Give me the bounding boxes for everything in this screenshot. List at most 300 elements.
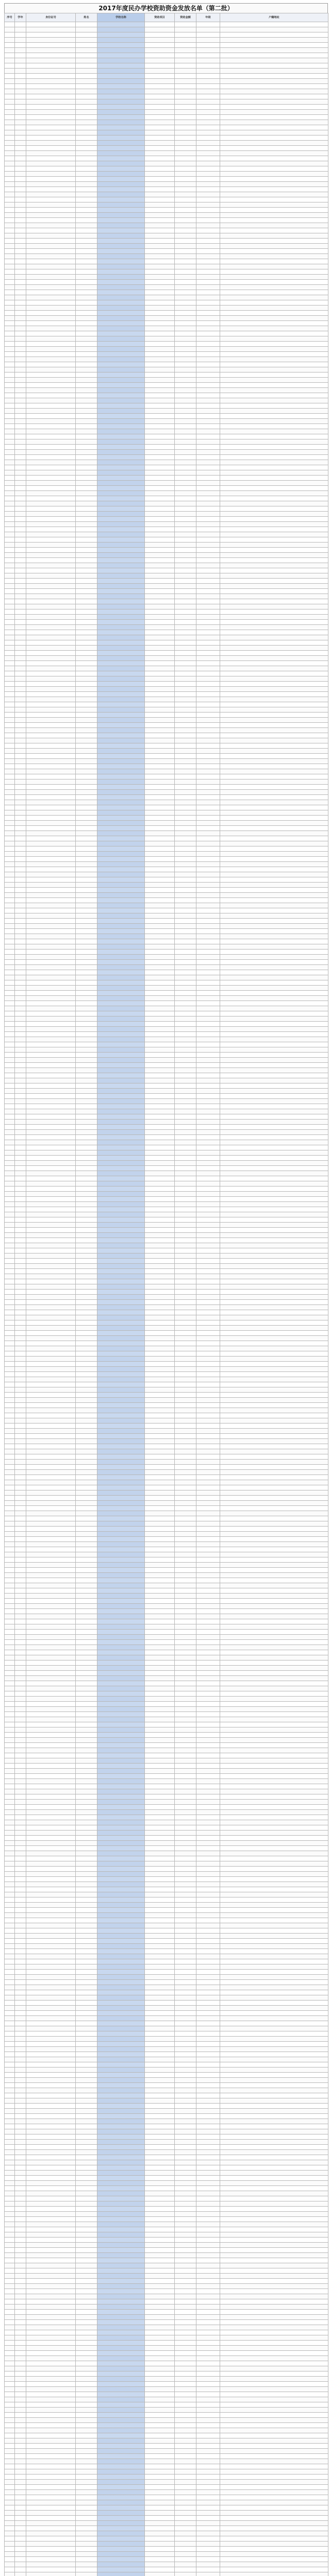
table-row bbox=[5, 496, 328, 501]
cell-grade bbox=[196, 285, 220, 290]
cell-amount bbox=[175, 1547, 196, 1552]
table-row bbox=[5, 1130, 328, 1135]
cell-year bbox=[15, 805, 26, 810]
cell-address bbox=[220, 1995, 328, 2001]
cell-year bbox=[15, 419, 26, 424]
cell-id-number bbox=[26, 2067, 76, 2073]
cell-school bbox=[97, 883, 145, 888]
cell-seq bbox=[5, 666, 15, 671]
cell-year bbox=[15, 888, 26, 893]
cell-seq bbox=[5, 2408, 15, 2413]
cell-grade bbox=[196, 1284, 220, 1290]
cell-grade bbox=[196, 630, 220, 635]
table-row bbox=[5, 218, 328, 223]
cell-address bbox=[220, 1604, 328, 1609]
cell-id-number bbox=[26, 2109, 76, 2114]
cell-seq bbox=[5, 1897, 15, 1903]
cell-grade bbox=[196, 1753, 220, 1758]
cell-grade bbox=[196, 1140, 220, 1145]
cell-amount bbox=[175, 630, 196, 635]
cell-program bbox=[145, 1640, 175, 1645]
table-row bbox=[5, 84, 328, 89]
cell-grade bbox=[196, 450, 220, 455]
cell-seq bbox=[5, 527, 15, 532]
table-row bbox=[5, 213, 328, 218]
cell-id-number bbox=[26, 805, 76, 810]
cell-amount bbox=[175, 1609, 196, 1614]
cell-address bbox=[220, 1269, 328, 1274]
cell-program bbox=[145, 1738, 175, 1743]
table-row bbox=[5, 347, 328, 352]
cell-seq bbox=[5, 1552, 15, 1557]
cell-school bbox=[97, 69, 145, 74]
cell-seq bbox=[5, 651, 15, 656]
cell-grade bbox=[196, 2346, 220, 2351]
cell-address bbox=[220, 2428, 328, 2433]
cell-amount bbox=[175, 2238, 196, 2243]
cell-grade bbox=[196, 2140, 220, 2145]
cell-year bbox=[15, 357, 26, 362]
cell-address bbox=[220, 1011, 328, 1016]
cell-program bbox=[145, 1496, 175, 1501]
cell-id-number bbox=[26, 955, 76, 960]
cell-amount bbox=[175, 228, 196, 233]
table-row bbox=[5, 1001, 328, 1006]
cell-school bbox=[97, 336, 145, 342]
cell-grade bbox=[196, 1578, 220, 1583]
cell-year bbox=[15, 898, 26, 903]
cell-year bbox=[15, 1944, 26, 1949]
cell-seq bbox=[5, 208, 15, 213]
cell-id-number bbox=[26, 58, 76, 63]
cell-name bbox=[76, 2047, 97, 2052]
cell-amount bbox=[175, 970, 196, 975]
cell-grade bbox=[196, 522, 220, 527]
cell-school bbox=[97, 2114, 145, 2119]
cell-school bbox=[97, 1506, 145, 1511]
cell-name bbox=[76, 841, 97, 846]
cell-address bbox=[220, 707, 328, 713]
cell-id-number bbox=[26, 455, 76, 460]
cell-year bbox=[15, 1444, 26, 1449]
cell-year bbox=[15, 1016, 26, 1022]
cell-school bbox=[97, 1351, 145, 1357]
cell-program bbox=[145, 280, 175, 285]
cell-school bbox=[97, 800, 145, 805]
cell-amount bbox=[175, 852, 196, 857]
cell-program bbox=[145, 1836, 175, 1841]
cell-address bbox=[220, 1769, 328, 1774]
cell-amount bbox=[175, 1872, 196, 1877]
table-row bbox=[5, 1892, 328, 1897]
cell-amount bbox=[175, 259, 196, 264]
cell-school bbox=[97, 986, 145, 991]
cell-seq bbox=[5, 1439, 15, 1444]
cell-school bbox=[97, 146, 145, 151]
cell-grade bbox=[196, 2227, 220, 2232]
cell-id-number bbox=[26, 1805, 76, 1810]
cell-address bbox=[220, 146, 328, 151]
cell-seq bbox=[5, 1825, 15, 1831]
cell-year bbox=[15, 1516, 26, 1521]
cell-address bbox=[220, 888, 328, 893]
cell-seq bbox=[5, 2171, 15, 2176]
cell-id-number bbox=[26, 501, 76, 506]
cell-amount bbox=[175, 1496, 196, 1501]
cell-program bbox=[145, 1114, 175, 1120]
cell-program bbox=[145, 738, 175, 743]
cell-program bbox=[145, 223, 175, 228]
cell-name bbox=[76, 1104, 97, 1109]
cell-seq bbox=[5, 1707, 15, 1712]
cell-year bbox=[15, 2361, 26, 2366]
cell-id-number bbox=[26, 177, 76, 182]
cell-program bbox=[145, 924, 175, 929]
cell-address bbox=[220, 676, 328, 682]
cell-name bbox=[76, 2186, 97, 2191]
table-row bbox=[5, 1882, 328, 1887]
cell-program bbox=[145, 1542, 175, 1547]
cell-address bbox=[220, 2377, 328, 2382]
cell-amount bbox=[175, 321, 196, 326]
cell-year bbox=[15, 651, 26, 656]
table-row bbox=[5, 1686, 328, 1691]
cell-year bbox=[15, 1681, 26, 1686]
table-row bbox=[5, 1655, 328, 1660]
cell-grade bbox=[196, 1310, 220, 1315]
cell-seq bbox=[5, 496, 15, 501]
cell-id-number bbox=[26, 1073, 76, 1078]
cell-grade bbox=[196, 1496, 220, 1501]
cell-address bbox=[220, 233, 328, 239]
cell-school bbox=[97, 1892, 145, 1897]
cell-program bbox=[145, 1779, 175, 1784]
cell-address bbox=[220, 2001, 328, 2006]
cell-program bbox=[145, 2181, 175, 2186]
cell-address bbox=[220, 2093, 328, 2098]
cell-school bbox=[97, 2196, 145, 2201]
cell-id-number bbox=[26, 1841, 76, 1846]
table-row bbox=[5, 1223, 328, 1228]
cell-grade bbox=[196, 2433, 220, 2438]
table-row bbox=[5, 1089, 328, 1094]
cell-grade bbox=[196, 2464, 220, 2469]
cell-school bbox=[97, 2263, 145, 2268]
cell-amount bbox=[175, 1800, 196, 1805]
cell-grade bbox=[196, 2104, 220, 2109]
cell-program bbox=[145, 166, 175, 172]
cell-address bbox=[220, 1748, 328, 1753]
cell-school bbox=[97, 393, 145, 398]
cell-id-number bbox=[26, 1114, 76, 1120]
cell-school bbox=[97, 300, 145, 306]
cell-program bbox=[145, 1047, 175, 1053]
cell-address bbox=[220, 1465, 328, 1470]
cell-grade bbox=[196, 1016, 220, 1022]
cell-year bbox=[15, 2274, 26, 2279]
cell-school bbox=[97, 2083, 145, 2088]
cell-id-number bbox=[26, 110, 76, 115]
cell-seq bbox=[5, 774, 15, 779]
cell-name bbox=[76, 1769, 97, 1774]
cell-grade bbox=[196, 2567, 220, 2572]
cell-amount bbox=[175, 1769, 196, 1774]
cell-grade bbox=[196, 1568, 220, 1573]
cell-amount bbox=[175, 2547, 196, 2552]
table-row bbox=[5, 1490, 328, 1496]
table-row bbox=[5, 2526, 328, 2531]
cell-address bbox=[220, 1903, 328, 1908]
cell-grade bbox=[196, 1341, 220, 1346]
cell-school bbox=[97, 1861, 145, 1867]
cell-id-number bbox=[26, 2047, 76, 2052]
cell-school bbox=[97, 821, 145, 826]
cell-seq bbox=[5, 2243, 15, 2248]
cell-amount bbox=[175, 1207, 196, 1212]
cell-amount bbox=[175, 872, 196, 877]
cell-amount bbox=[175, 58, 196, 63]
cell-grade bbox=[196, 1156, 220, 1161]
cell-name bbox=[76, 1939, 97, 1944]
table-row bbox=[5, 1187, 328, 1192]
cell-school bbox=[97, 1212, 145, 1217]
cell-id-number bbox=[26, 1125, 76, 1130]
table-row bbox=[5, 99, 328, 105]
cell-amount bbox=[175, 661, 196, 666]
cell-grade bbox=[196, 821, 220, 826]
cell-id-number bbox=[26, 146, 76, 151]
cell-grade bbox=[196, 826, 220, 831]
table-row bbox=[5, 666, 328, 671]
cell-school bbox=[97, 805, 145, 810]
table-row bbox=[5, 2413, 328, 2418]
cell-year bbox=[15, 182, 26, 187]
cell-address bbox=[220, 1928, 328, 1934]
cell-name bbox=[76, 177, 97, 182]
cell-school bbox=[97, 161, 145, 166]
cell-address bbox=[220, 1408, 328, 1413]
cell-school bbox=[97, 1557, 145, 1563]
cell-address bbox=[220, 300, 328, 306]
cell-year bbox=[15, 233, 26, 239]
cell-amount bbox=[175, 465, 196, 470]
cell-seq bbox=[5, 48, 15, 53]
cell-amount bbox=[175, 1408, 196, 1413]
cell-program bbox=[145, 1094, 175, 1099]
cell-year bbox=[15, 239, 26, 244]
cell-address bbox=[220, 1686, 328, 1691]
cell-amount bbox=[175, 1130, 196, 1135]
cell-id-number bbox=[26, 2171, 76, 2176]
table-row bbox=[5, 1954, 328, 1959]
cell-id-number bbox=[26, 2258, 76, 2263]
cell-seq bbox=[5, 713, 15, 718]
cell-seq bbox=[5, 841, 15, 846]
cell-program bbox=[145, 599, 175, 604]
cell-school bbox=[97, 1032, 145, 1037]
cell-program bbox=[145, 481, 175, 486]
table-row bbox=[5, 1125, 328, 1130]
cell-program bbox=[145, 2413, 175, 2418]
table-row bbox=[5, 2469, 328, 2475]
cell-amount bbox=[175, 1650, 196, 1655]
cell-program bbox=[145, 1892, 175, 1897]
cell-seq bbox=[5, 1357, 15, 1362]
cell-seq bbox=[5, 2356, 15, 2361]
cell-grade bbox=[196, 1676, 220, 1681]
cell-name bbox=[76, 1248, 97, 1253]
cell-year bbox=[15, 1006, 26, 1011]
cell-year bbox=[15, 2330, 26, 2335]
cell-year bbox=[15, 1042, 26, 1047]
cell-year bbox=[15, 398, 26, 403]
cell-name bbox=[76, 1393, 97, 1398]
cell-school bbox=[97, 166, 145, 172]
cell-amount bbox=[175, 1063, 196, 1068]
cell-id-number bbox=[26, 563, 76, 568]
cell-year bbox=[15, 1995, 26, 2001]
cell-amount bbox=[175, 713, 196, 718]
cell-name bbox=[76, 2341, 97, 2346]
table-row bbox=[5, 372, 328, 378]
table-row bbox=[5, 1542, 328, 1547]
cell-seq bbox=[5, 1279, 15, 1284]
cell-seq bbox=[5, 223, 15, 228]
cell-amount bbox=[175, 1042, 196, 1047]
table-row bbox=[5, 970, 328, 975]
cell-name bbox=[76, 1800, 97, 1805]
cell-school bbox=[97, 749, 145, 754]
cell-name bbox=[76, 512, 97, 517]
cell-seq bbox=[5, 197, 15, 202]
cell-seq bbox=[5, 1537, 15, 1542]
cell-seq bbox=[5, 1037, 15, 1042]
cell-seq bbox=[5, 1233, 15, 1238]
cell-program bbox=[145, 2232, 175, 2238]
cell-year bbox=[15, 1326, 26, 1331]
cell-id-number bbox=[26, 1599, 76, 1604]
cell-program bbox=[145, 682, 175, 687]
cell-seq bbox=[5, 1336, 15, 1341]
table-row bbox=[5, 2217, 328, 2222]
cell-school bbox=[97, 151, 145, 156]
cell-amount bbox=[175, 1351, 196, 1357]
cell-year bbox=[15, 594, 26, 599]
cell-year bbox=[15, 470, 26, 476]
cell-year bbox=[15, 944, 26, 950]
cell-grade bbox=[196, 1068, 220, 1073]
cell-grade bbox=[196, 1897, 220, 1903]
cell-amount bbox=[175, 1011, 196, 1016]
cell-year bbox=[15, 2181, 26, 2186]
cell-address bbox=[220, 285, 328, 290]
cell-amount bbox=[175, 331, 196, 336]
table-row bbox=[5, 2232, 328, 2238]
cell-grade bbox=[196, 1918, 220, 1923]
cell-id-number bbox=[26, 2217, 76, 2222]
cell-grade bbox=[196, 1150, 220, 1156]
cell-address bbox=[220, 919, 328, 924]
cell-amount bbox=[175, 2011, 196, 2016]
table-row bbox=[5, 455, 328, 460]
cell-grade bbox=[196, 1454, 220, 1460]
cell-seq bbox=[5, 135, 15, 141]
table-row bbox=[5, 254, 328, 259]
cell-seq bbox=[5, 991, 15, 996]
cell-grade bbox=[196, 1387, 220, 1393]
cell-address bbox=[220, 666, 328, 671]
cell-id-number bbox=[26, 1552, 76, 1557]
cell-seq bbox=[5, 321, 15, 326]
cell-address bbox=[220, 1614, 328, 1619]
cell-amount bbox=[175, 254, 196, 259]
cell-year bbox=[15, 2464, 26, 2469]
cell-program bbox=[145, 1949, 175, 1954]
cell-school bbox=[97, 666, 145, 671]
cell-id-number bbox=[26, 2428, 76, 2433]
cell-grade bbox=[196, 1733, 220, 1738]
cell-id-number bbox=[26, 1310, 76, 1315]
table-row bbox=[5, 1547, 328, 1552]
table-row bbox=[5, 135, 328, 141]
cell-amount bbox=[175, 146, 196, 151]
cell-year bbox=[15, 321, 26, 326]
cell-address bbox=[220, 22, 328, 27]
cell-year bbox=[15, 388, 26, 393]
cell-grade bbox=[196, 924, 220, 929]
cell-year bbox=[15, 2021, 26, 2026]
cell-year bbox=[15, 821, 26, 826]
cell-id-number bbox=[26, 646, 76, 651]
cell-program bbox=[145, 290, 175, 295]
cell-name bbox=[76, 58, 97, 63]
cell-amount bbox=[175, 1779, 196, 1784]
cell-address bbox=[220, 403, 328, 409]
table-row bbox=[5, 2387, 328, 2392]
cell-school bbox=[97, 1836, 145, 1841]
cell-id-number bbox=[26, 1315, 76, 1320]
cell-name bbox=[76, 2397, 97, 2402]
cell-grade bbox=[196, 2485, 220, 2490]
table-row bbox=[5, 702, 328, 707]
cell-name bbox=[76, 1016, 97, 1022]
cell-program bbox=[145, 1228, 175, 1233]
cell-address bbox=[220, 1053, 328, 1058]
cell-amount bbox=[175, 336, 196, 342]
cell-program bbox=[145, 955, 175, 960]
cell-name bbox=[76, 2227, 97, 2232]
cell-address bbox=[220, 275, 328, 280]
cell-id-number bbox=[26, 1104, 76, 1109]
cell-amount bbox=[175, 192, 196, 197]
cell-year bbox=[15, 311, 26, 316]
cell-id-number bbox=[26, 1382, 76, 1387]
cell-seq bbox=[5, 336, 15, 342]
table-body bbox=[5, 22, 328, 2576]
cell-program bbox=[145, 986, 175, 991]
cell-program bbox=[145, 1506, 175, 1511]
cell-id-number bbox=[26, 1223, 76, 1228]
cell-name bbox=[76, 1161, 97, 1166]
cell-address bbox=[220, 2413, 328, 2418]
cell-address bbox=[220, 1083, 328, 1089]
cell-name bbox=[76, 429, 97, 434]
cell-year bbox=[15, 429, 26, 434]
cell-amount bbox=[175, 1320, 196, 1326]
cell-grade bbox=[196, 439, 220, 445]
table-row bbox=[5, 1367, 328, 1372]
cell-amount bbox=[175, 342, 196, 347]
